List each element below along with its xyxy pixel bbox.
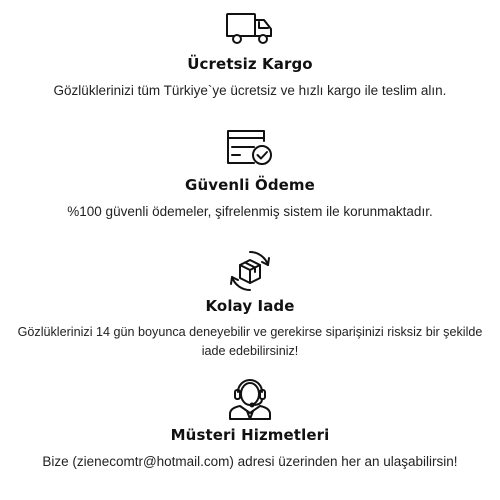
feature-description: Gözlüklerinizi tüm Türkiye`ye ücretsiz ve hızlı kargo ile teslim alın. xyxy=(53,83,447,98)
feature-description-line1: Gözlüklerinizi 14 gün boyunca deneyebilir ve gerekirse siparişinizi risksiz bir şekilde xyxy=(17,325,483,339)
feature-title: Müsteri Hizmetleri xyxy=(170,426,330,444)
payment-card-check-icon xyxy=(224,127,276,167)
feature-description: Bize (zienecomtr@hotmail.com) adresi üzerinden her an ulaşabilirsin! xyxy=(42,454,458,469)
feature-description-line2: iade edebilirsiniz! xyxy=(201,344,299,358)
feature-title: Ücretsiz Kargo xyxy=(187,55,313,73)
feature-description: %100 güvenli ödemeler, şifrelenmiş sistem ile korunmaktadır. xyxy=(67,204,433,219)
return-box-icon xyxy=(227,248,273,294)
feature-title: Güvenli Ödeme xyxy=(185,176,315,194)
feature-title: Kolay Iade xyxy=(205,297,295,315)
truck-icon xyxy=(225,10,275,46)
customer-support-headset-icon xyxy=(226,373,274,421)
